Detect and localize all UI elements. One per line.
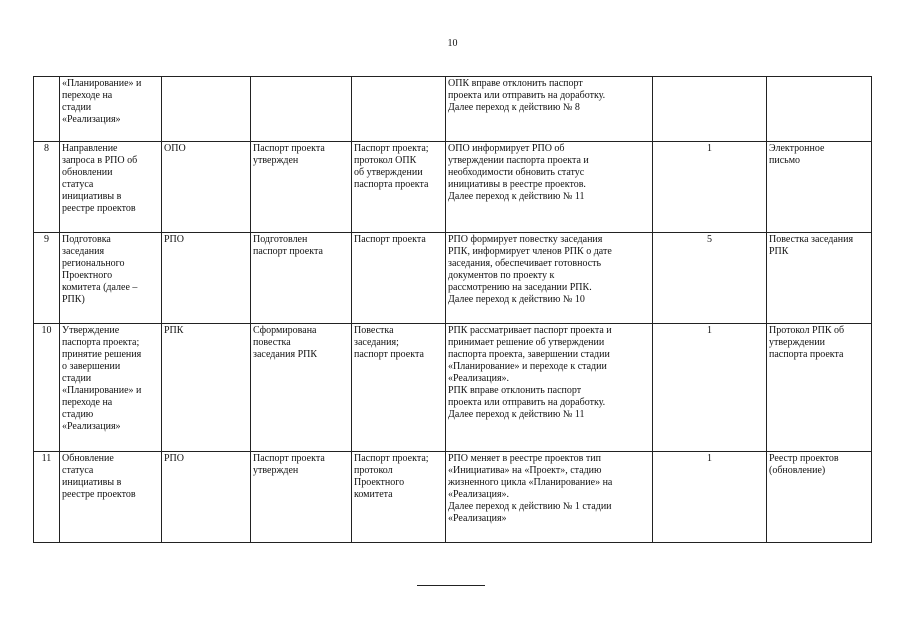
row-number: 11 — [34, 452, 60, 543]
executor-cell — [162, 77, 251, 142]
action-cell: «Планирование» и переходе на стадии «Реализация» — [60, 77, 162, 142]
table-row — [34, 324, 872, 452]
action-cell: Утверждение паспорта проекта; принятие решения о завершении стадии «Планирование» и переходе на стадию «Реализация» — [60, 324, 162, 452]
input-cell — [251, 77, 352, 142]
input-cell: Подготовлен паспорт проекта — [251, 233, 352, 324]
description-cell: РПО формирует повестку заседания РПК, информирует членов РПК о дате заседания, обеспечивает готовность документов по проекту к рассмотрению на заседании РПК. Далее переход к действию № 10 — [446, 233, 653, 324]
row-number — [34, 77, 60, 142]
action-cell: Направление запроса в РПО об обновлении статуса инициативы в реестре проектов — [60, 142, 162, 233]
time-cell: 1 — [653, 452, 767, 543]
description-cell: ОПО информирует РПО об утверждении паспорта проекта и необходимости обновить статус инициативы в реестре проектов. Далее переход к действию № 11 — [446, 142, 653, 233]
description-cell: ОПК вправе отклонить паспорт проекта или отправить на доработку. Далее переход к действию № 8 — [446, 77, 653, 142]
documents-cell — [352, 77, 446, 142]
input-cell: Сформирована повестка заседания РПК — [251, 324, 352, 452]
input-cell: Паспорт проекта утвержден — [251, 142, 352, 233]
row-number: 9 — [34, 233, 60, 324]
result-cell: Протокол РПК об утверждении паспорта проекта — [767, 324, 872, 452]
documents-cell: Паспорт проекта — [352, 233, 446, 324]
result-cell: Электронное письмо — [767, 142, 872, 233]
table-row — [34, 142, 872, 233]
action-cell: Обновление статуса инициативы в реестре проектов — [60, 452, 162, 543]
time-cell: 5 — [653, 233, 767, 324]
executor-cell: РПК — [162, 324, 251, 452]
input-cell: Паспорт проекта утвержден — [251, 452, 352, 543]
footer-separator — [417, 585, 485, 586]
executor-cell: РПО — [162, 233, 251, 324]
result-cell — [767, 77, 872, 142]
executor-cell: РПО — [162, 452, 251, 543]
page-number: 10 — [447, 38, 458, 49]
result-cell: Реестр проектов (обновление) — [767, 452, 872, 543]
documents-cell: Паспорт проекта; протокол Проектного комитета — [352, 452, 446, 543]
table-row — [34, 77, 872, 142]
process-table — [33, 76, 872, 543]
executor-cell: ОПО — [162, 142, 251, 233]
table-row — [34, 452, 872, 543]
description-cell: РПК рассматривает паспорт проекта и принимает решение об утверждении паспорта проекта, завершении стадии «Планирование» и переходе к стадии «Реализация». РПК вправе отклонить паспорт проекта или отправить на доработку. Далее переход к действию № 11 — [446, 324, 653, 452]
table-row — [34, 233, 872, 324]
documents-cell: Паспорт проекта; протокол ОПК об утверждении паспорта проекта — [352, 142, 446, 233]
documents-cell: Повестка заседания; паспорт проекта — [352, 324, 446, 452]
description-cell: РПО меняет в реестре проектов тип «Инициатива» на «Проект», стадию жизненного цикла «Планирование» на «Реализация». Далее переход к действию № 1 стадии «Реализация» — [446, 452, 653, 543]
row-number: 8 — [34, 142, 60, 233]
result-cell: Повестка заседания РПК — [767, 233, 872, 324]
time-cell: 1 — [653, 324, 767, 452]
time-cell — [653, 77, 767, 142]
action-cell: Подготовка заседания регионального Проектного комитета (далее – РПК) — [60, 233, 162, 324]
time-cell: 1 — [653, 142, 767, 233]
row-number: 10 — [34, 324, 60, 452]
